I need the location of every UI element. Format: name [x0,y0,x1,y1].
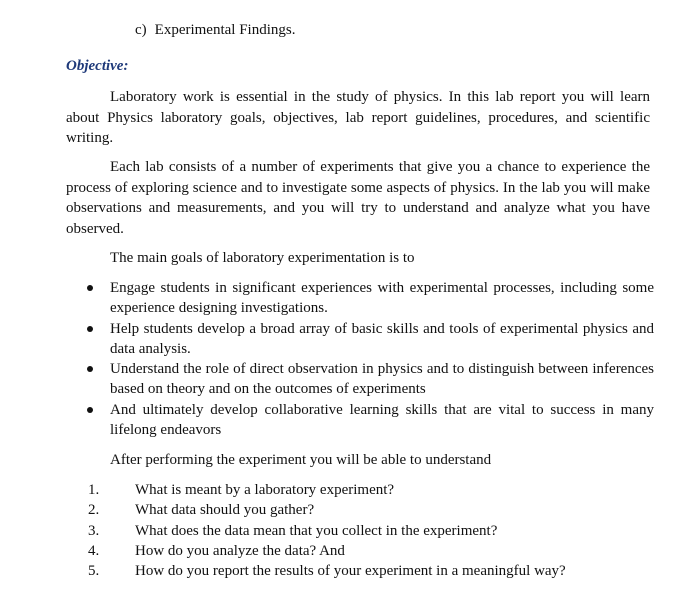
question-number: 2. [88,502,100,519]
bullet-icon [87,366,93,372]
goal-text: Engage students in significant experiences with experimental processes, including some experience designing investigations. [110,280,654,316]
question-text: What does the data mean that you collect in the experiment? [135,522,498,539]
question-text: How do you analyze the data? And [135,542,345,559]
question-number: 1. [88,482,100,498]
goal-text: And ultimately develop collaborative learning skills that are vital to success in many lifelong endeavors [110,401,654,438]
questions-list [88,480,566,581]
goal-text: Understand the role of direct observation in physics and to distinguish between inferences based on theory and on the outcomes of experiments [110,361,654,398]
heading-text: Experimental Findings. [154,22,296,38]
question-item [88,521,566,541]
goal-item [84,400,654,440]
section-heading [135,20,295,40]
question-item [88,541,566,561]
question-text: How do you report the results of your experiment in a meaningful way? [135,563,566,580]
question-item [88,500,566,520]
goal-item [84,359,654,399]
goals-intro: The main goals of laboratory experimentation is to [110,250,415,266]
question-item [88,561,566,581]
bullet-icon [87,407,93,413]
objective-label-text: Objective [66,58,124,74]
outcomes-intro: After performing the experiment you will be able to understand [110,452,492,468]
bullet-icon [87,326,93,332]
goal-item [84,278,654,318]
question-number: 3. [88,522,100,539]
goal-item [84,319,654,359]
goals-list [84,278,654,440]
heading-marker: c) [135,22,147,38]
lab-description-paragraph: Each lab consists of a number of experiments that give you a chance to experience the process of exploring science and to investigate some aspects of physics. In the lab you will make observations and measurements, and you will try to understand and analyze what you have observed. [66,159,650,237]
bullet-icon [87,285,93,291]
question-number: 4. [88,542,100,559]
goal-text: Help students develop a broad array of basic skills and tools of experimental physics and data analysis. [110,320,654,357]
question-text: What data should you gather? [135,502,315,519]
question-item [88,480,566,500]
objective-colon: : [123,58,129,74]
intro-paragraph: Laboratory work is essential in the study of physics. In this lab report you will learn about Physics laboratory goals, objectives, lab report guidelines, procedures, and scientific writing. [66,89,650,146]
question-text: What is meant by a laboratory experiment? [135,482,395,498]
question-number: 5. [88,563,100,580]
objective-label [66,56,128,76]
